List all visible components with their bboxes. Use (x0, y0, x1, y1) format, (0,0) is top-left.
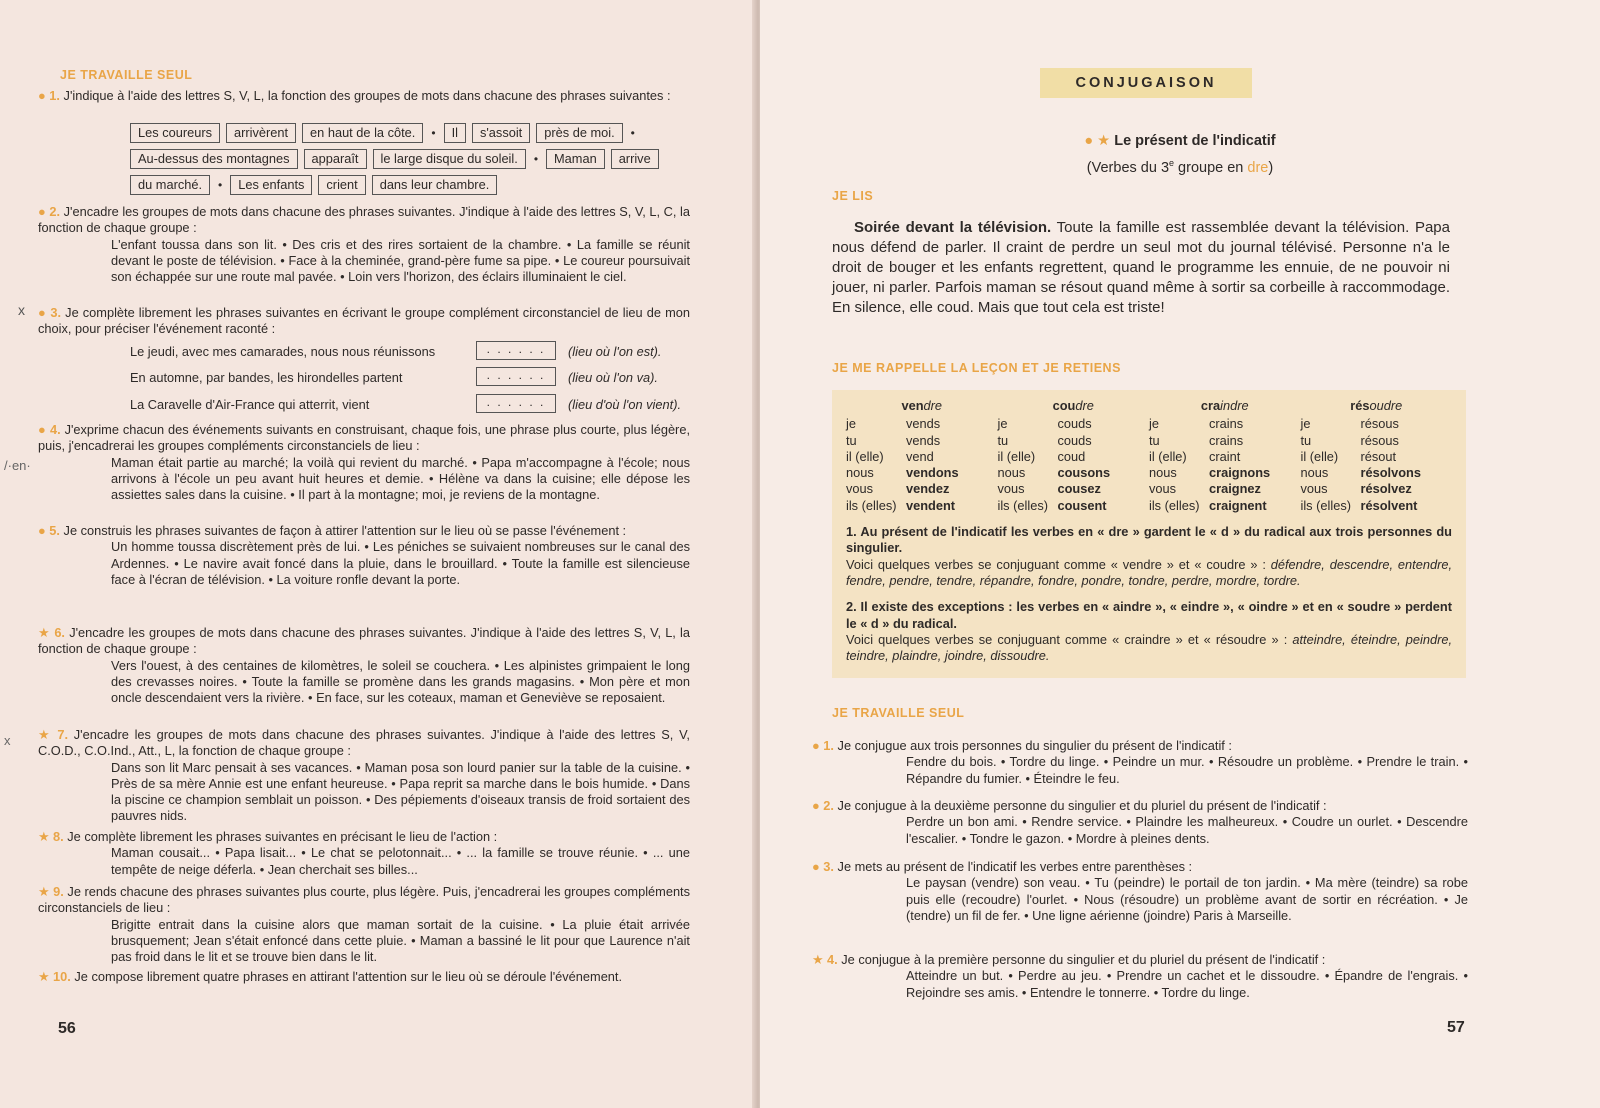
conjugation-row (998, 481, 1150, 497)
exercise-10: ★ 10. Je compose librement quatre phrases en attirant l'attention sur le lieu où se déroule l'événement. (38, 969, 623, 984)
verb-form: résout (1360, 448, 1397, 464)
pronoun: tu (846, 432, 857, 448)
conjugation-row (1301, 465, 1453, 481)
left-page-56 (0, 0, 757, 1108)
conjugation-row (1301, 433, 1453, 449)
page-number: 57 (1447, 1019, 1465, 1036)
margin-mark: x (4, 733, 11, 748)
je-lis-heading: JE LIS (832, 189, 874, 203)
right-page-57 (760, 0, 1600, 1108)
verb-column (846, 398, 998, 514)
exercise-2: ● 2. J'encadre les groupes de mots dans chacune des phrases suivantes. J'indique à l'aide des lettres S, V, L, C, la fonction de chaque groupe : L'enfant toussa dans son lit. • Des cris et des rires sortaient de la chambre. • La famille se réunit devant le poste de télévision. • Face à la cheminée, grand-père fume sa pipe. • Le coureur poursuivait son échappée sur une route mal pavée. • Loin vers l'horizon, des éclairs illuminaient le ciel. (38, 204, 690, 285)
exercise-7: ★ 7. J'encadre les groupes de mots dans chacune des phrases suivantes. J'indique à l'aide des lettres S, V, C.O.D., C.O.Ind., Att., L, la fonction de chaque groupe : Dans son lit Marc pensait à ses vacances. • Maman posa son lourd panier sur la table de la cuisine. • Près de sa mère Annie est une enfant heureuse. • Papa reprit sa marche dans le bois humide. • Dans la piscine ce champion semblait un poisson. • Des pépiements d'oiseaux transis de froid sortaient des pauvres nids. (38, 727, 690, 824)
section-heading: JE TRAVAILLE SEUL (832, 706, 965, 720)
exercise-6: ★ 6. J'encadre les groupes de mots dans chacune des phrases suivantes. J'indique à l'aide des lettres S, V, L, la fonction de chaque groupe : Vers l'ouest, à des centaines de kilomètres, le soleil se couchera. • Les alpinistes grimpaient le long des crevasses noires. • Toute la famille se promène dans les grands magasins. • Mon père et mon oncle descendaient vers la rivière. • En face, sur les coteaux, maman et Geneviève se reposaient. (38, 625, 691, 706)
sentence: La Caravelle d'Air-France qui atterrit, vient (130, 397, 370, 412)
verb-form: crains (1209, 416, 1244, 432)
verb-form: vendez (906, 481, 950, 497)
lesson-box (832, 390, 1466, 678)
word-group-box: Les enfants (230, 175, 312, 195)
bullet-separator: • (533, 152, 539, 166)
verb-form: vendons (906, 465, 959, 481)
blank-box[interactable]: . . . . . . (476, 341, 556, 360)
margin-mark: /·en· (4, 458, 31, 473)
pronoun: je (997, 416, 1008, 432)
verb-form: vends (906, 416, 941, 432)
blank-box[interactable]: . . . . . . (476, 367, 556, 386)
word-group-box: Au-dessus des montagnes (130, 149, 298, 169)
verb-form: coud (1057, 448, 1086, 464)
conjugation-table (846, 398, 1452, 514)
conjugation-row (998, 449, 1150, 465)
pronoun: tu (1149, 432, 1160, 448)
verb-form: crains (1209, 432, 1244, 448)
exercise-instruction: J'indique à l'aide des lettres S, V, L, la fonction des groupes de mots dans chacune des phrases suivantes : (63, 88, 671, 103)
word-group-box: crient (318, 175, 365, 195)
conjugation-row (998, 465, 1150, 481)
pronoun: ils (elles) (1149, 497, 1200, 513)
verb-form: cousons (1057, 465, 1111, 481)
pronoun: vous (1149, 481, 1177, 497)
word-group-box: Il (444, 123, 466, 143)
conjugation-row (846, 465, 998, 481)
rule-1: 1. Au présent de l'indicatif les verbes en « dre » gardent le « d » du radical aux trois personnes du singulier. Voici quelques verbes se conjuguant comme « vendre » et « coudre » : défendre, descendre, entendre, fendre, pendre, tendre, répandre, fondre, pondre, tondre, perdre, mordre, tordre. (846, 524, 1452, 588)
conjugation-row (1149, 449, 1301, 465)
pronoun: nous (846, 465, 874, 481)
verb-form: résolvent (1360, 497, 1418, 513)
pronoun: vous (997, 481, 1025, 497)
verb-form: craignez (1209, 481, 1261, 497)
verb-form: couds (1057, 416, 1092, 432)
pronoun: vous (846, 481, 874, 497)
pronoun: vous (1300, 481, 1328, 497)
exercise-5: ● 5. Je construis les phrases suivantes de façon à attirer l'attention sur le lieu où se passe l'événement : Un homme toussa discrètement près de lui. • Les péniches se suivaient nombreuses sur le canal des Ardennes. • Le navire avait foncé dans la pluie, dans le brouillard. • Toute la famille est silencieuse face à l'écran de télévision. • La voiture ronfle devant la porte. (38, 523, 690, 587)
word-group-box: du marché. (130, 175, 210, 195)
section-title: CONJUGAISON (1040, 68, 1252, 98)
verb-form: cousent (1057, 497, 1107, 513)
conjugation-row (1301, 481, 1453, 497)
conjugation-row (846, 498, 998, 514)
box-row (130, 123, 643, 143)
conjugation-row (1149, 416, 1301, 432)
pronoun: il (elle) (997, 448, 1036, 464)
verb-form: résous (1360, 416, 1399, 432)
exercise-1: ● 1. J'indique à l'aide des lettres S, V, L, la fonction des groupes de mots dans chacune des phrases suivantes : (38, 88, 671, 103)
word-group-box: apparaît (304, 149, 367, 169)
rule-2: 2. Il existe des exceptions : les verbes en « aindre », « eindre », « oindre » et en « soudre » perdent le « d » du radical. Voici quelques verbes se conjuguant comme « craindre » et « résoudre » : atteindre, éteindre, peindre, teindre, plaindre, joindre, dissoudre. (846, 599, 1452, 664)
conjugation-row (846, 416, 998, 432)
conjugation-row (1301, 416, 1453, 432)
conjugation-row (846, 481, 998, 497)
exercise-body: Un homme toussa discrètement près de lui. • Les péniches se suivaient nombreuses sur le canal des Ardennes. • Le navire avait foncé dans la pluie, dans le brouillard. • Toute la famille est silencieuse face à l'écran de télévision. • La voiture ronfle devant la porte. (111, 539, 690, 587)
reading-passage: Soirée devant la télévision. Toute la famille est rassemblée devant la télévision. Papa nous défend de parler. Il craint de perdre un seul mot du journal télévisé. Personne n'a le droit de bouger et les enfants regrettent, quand le programme les ennuie, de ne pouvoir ni jouer, ni parler. Parfois maman se résout quand même à sortir sa corbeille à raccommodage. En silence, elle coud. Mais que tout cela est triste! (832, 219, 1450, 316)
exercise-body: Atteindre un but. • Perdre au jeu. • Prendre un cachet et le dissoudre. • Épandre de l'engrais. • Rejoindre ses amis. • Entendre le tonnerre. • Tordre du linge. (906, 968, 1468, 1000)
recall-heading: JE ME RAPPELLE LA LEÇON ET JE RETIENS (832, 361, 1121, 375)
word-group-box: s'assoit (472, 123, 530, 143)
conjugation-row (1149, 465, 1301, 481)
verb-form: vendent (906, 497, 956, 513)
exercise-1: ● 1. Je conjugue aux trois personnes du singulier du présent de l'indicatif : Fendre du bois. • Tordre du linge. • Peindre un mur. • Résoudre un problème. • Prendre le train. • Répandre du fumier. • Éteindre le feu. (812, 738, 1468, 786)
word-group-box: Maman (546, 149, 605, 169)
exercise-2: ● 2. Je conjugue à la deuxième personne du singulier et du pluriel du présent de l'indicatif : Perdre un bon ami. • Rendre service. • Plaindre les malheureux. • Coudre un ourlet. • Descendre l'escalier. • Tondre le gazon. • Mordre à pleines dents. (812, 798, 1468, 846)
exercise-body: Maman était partie au marché; la voilà qui revient du marché. • Papa m'accompagne à l'école; nous arrivons à l'école un peu avant huit heures et demie. • Hélène va dans la cuisine; elle dépose les assiettes sales dans la cuisine. • Il part à la montagne; moi, je reviens de la montagne. (111, 454, 690, 503)
margin-mark: x (18, 302, 25, 318)
conjugation-row (998, 433, 1150, 449)
verb-form: craignons (1209, 465, 1271, 481)
pronoun: il (elle) (1149, 448, 1187, 464)
pronoun: il (elle) (846, 448, 884, 464)
pronoun: tu (1300, 432, 1312, 448)
pronoun: ils (elles) (846, 497, 897, 513)
word-group-box: dans leur chambre. (372, 175, 498, 195)
hint: (lieu où l'on est). (568, 344, 662, 359)
pronoun: tu (997, 432, 1009, 448)
exercise-4: ● 4. J'exprime chacun des événements suivants en construisant, chaque fois, une phrase plus courte, plus légère, puis, j'encadrerai les groupes compléments circonstanciels de lieu : Maman était partie au marché; la voilà qui revient du marché. • Papa m'accompagne à l'école; nous arrivons à l'école un peu avant huit heures et demie. • Hélène va dans la cuisine; elle dépose les assiettes sales dans la cuisine. • Il part à la montagne; moi, je reviens de la montagne. (38, 422, 690, 503)
pronoun: il (elle) (1300, 448, 1339, 464)
pronoun: ils (elles) (997, 497, 1048, 513)
pronoun: je (1300, 416, 1311, 432)
word-group-box: arrivèrent (226, 123, 296, 143)
exercise-body: Dans son lit Marc pensait à ses vacances. • Maman posa son lourd panier sur la table de la cuisine. • Près de sa mère Annie est une enfant heureuse. • Papa reprit sa marche dans le bois humide. • Dans la piscine ce champion semblait un poisson. • Des pépiements d'oiseaux transis de froid sortaient des pauvres nids. (111, 759, 690, 824)
verb-column (1149, 398, 1301, 514)
pronoun: nous (1149, 465, 1177, 481)
pronoun: ils (elles) (1300, 497, 1351, 513)
exercise-8: ★ 8. Je complète librement les phrases suivantes en précisant le lieu de l'action : Maman cousait... • Papa lisait... • Le chat se pelotonnait... • ... la famille se trouve réunie. • ... une tempête de neige déferla. • Jean cherchait ses billes... (38, 829, 690, 877)
exercise-body: Maman cousait... • Papa lisait... • Le chat se pelotonnait... • ... la famille se trouve réunie. • ... une tempête de neige déferla. • Jean cherchait ses billes... (111, 845, 690, 877)
word-group-box: arrive (611, 149, 659, 169)
exercise-body: Brigitte entrait dans la cuisine alors que maman sortait de la cuisine. • La pluie était arrivée brusquement; Jean s'était enfoncé dans cette pluie. • Maman a bassiné le lit pour que Laurence n'ait pas froid dans le lit et se trouve bien dans le lit. (111, 916, 690, 965)
verb-infinitive: craindre (1200, 398, 1249, 413)
conjugation-row (1301, 449, 1453, 465)
conjugation-row (998, 416, 1150, 432)
pronoun: je (1149, 416, 1159, 432)
lesson-title: ● ★ Le présent de l'indicatif (Verbes du 3e groupe en dre) (1084, 133, 1276, 176)
conjugation-row (1149, 433, 1301, 449)
conjugation-row (846, 433, 998, 449)
verb-form: résous (1360, 432, 1399, 448)
sentence: En automne, par bandes, les hirondelles partent (130, 370, 403, 385)
verb-form: craint (1209, 448, 1241, 464)
verb-infinitive: coudre (1052, 398, 1094, 413)
exercise-body: Perdre un bon ami. • Rendre service. • Plaindre les malheureux. • Coudre un ourlet. • Descendre l'escalier. • Tondre le gazon. • Mordre à pleines dents. (906, 814, 1468, 846)
exercise-body: Le paysan (vendre) son veau. • Tu (peindre) le portail de ton jardin. • Ma mère (teindre) sa robe puis elle (recoudre) l'ourlet. • Nous (résoudre) un problème avant de sortir en récréation. • Je (tendre) un fil de fer. • Une ligne aérienne (joindre) Paris à Marseille. (906, 875, 1468, 923)
verb-form: résolvez (1360, 481, 1412, 497)
bullet-separator: • (218, 178, 223, 192)
verb-form: couds (1057, 432, 1092, 448)
verb-form: vends (906, 432, 941, 448)
sentence: Le jeudi, avec mes camarades, nous nous réunissons (130, 344, 436, 359)
exercise-3: ● 3. Je mets au présent de l'indicatif les verbes entre parenthèses : Le paysan (vendre) son veau. • Tu (peindre) le portail de ton jardin. • Ma mère (teindre) sa robe puis elle (recoudre) l'ourlet. • Nous (résoudre) un problème avant de sortir en récréation. • Je (tendre) un fil de fer. • Une ligne aérienne (joindre) Paris à Marseille. (812, 859, 1468, 923)
bullet-separator: • (431, 126, 436, 140)
box-row (130, 149, 665, 169)
exercise-body: L'enfant toussa dans son lit. • Des cris et des rires sortaient de la chambre. • La famille se réunit devant le poste de télévision. • Face à la cheminée, grand-père fume sa pipe. • Le coureur poursuivait son échappée sur une route mal pavée. • Loin vers l'horizon, des éclairs illuminaient le ciel. (111, 236, 690, 285)
box-row (130, 175, 503, 195)
hint: (lieu où l'on va). (568, 370, 658, 385)
verb-form: craignent (1209, 497, 1267, 513)
page-number: 56 (58, 1020, 76, 1037)
exercise-3: ● 3. Je complète librement les phrases suivantes en écrivant le groupe complément circonstanciel de lieu de mon choix, pour préciser l'événement raconté : (38, 305, 690, 337)
conjugation-row (846, 449, 998, 465)
verb-column (998, 398, 1150, 514)
conjugation-row (1301, 498, 1453, 514)
conjugation-row (998, 498, 1150, 514)
verb-form: cousez (1057, 481, 1101, 497)
exercise-body: Vers l'ouest, à des centaines de kilomètres, le soleil se couchera. • Les alpinistes grimpaient le long des crevasses noires. • Toute la famille se promène dans les grands magasins. • Mon père et mon oncle descendaient vers la rivière. • En face, sur les coteaux, maman et Geneviève se reposaient. (111, 657, 690, 706)
exercise-body: Fendre du bois. • Tordre du linge. • Peindre un mur. • Résoudre un problème. • Prendre le train. • Répandre du fumier. • Éteindre le feu. (906, 754, 1468, 786)
exercise-4: ★ 4. Je conjugue à la première personne du singulier et du pluriel du présent de l'indicatif : Atteindre un but. • Perdre au jeu. • Prendre un cachet et le dissoudre. • Épandre de l'engrais. • Rejoindre ses amis. • Entendre le tonnerre. • Tordre du linge. (812, 952, 1468, 1000)
pronoun: nous (997, 465, 1026, 481)
verb-column (1301, 398, 1453, 514)
blank-box[interactable]: . . . . . . (476, 394, 556, 413)
conjugation-row (1149, 498, 1301, 514)
section-heading: JE TRAVAILLE SEUL (60, 68, 193, 82)
word-group-box: Les coureurs (130, 123, 220, 143)
word-group-box: le large disque du soleil. (373, 149, 526, 169)
verb-form: résolvons (1360, 465, 1421, 481)
exercise-9: ★ 9. Je rends chacune des phrases suivantes plus courte, plus légère. Puis, j'encadrerai les groupes compléments circonstanciels de lieu : Brigitte entrait dans la cuisine alors que maman sortait de la cuisine. • La pluie était arrivée brusquement; Jean s'était enfoncé dans cette pluie. • Maman a bassiné le lit pour que Laurence n'ait pas froid dans le lit et se trouve bien dans le lit. (38, 884, 691, 965)
verb-infinitive: vendre (901, 398, 943, 413)
hint: (lieu d'où l'on vient). (568, 397, 682, 412)
conjugation-row (1149, 481, 1301, 497)
verb-form: vend (906, 448, 934, 464)
pronoun: nous (1300, 465, 1329, 481)
verb-infinitive: résoudre (1350, 398, 1403, 413)
word-group-box: près de moi. (536, 123, 622, 143)
bullet-separator: • (630, 126, 635, 140)
pronoun: je (846, 416, 856, 432)
word-group-box: en haut de la côte. (302, 123, 423, 143)
